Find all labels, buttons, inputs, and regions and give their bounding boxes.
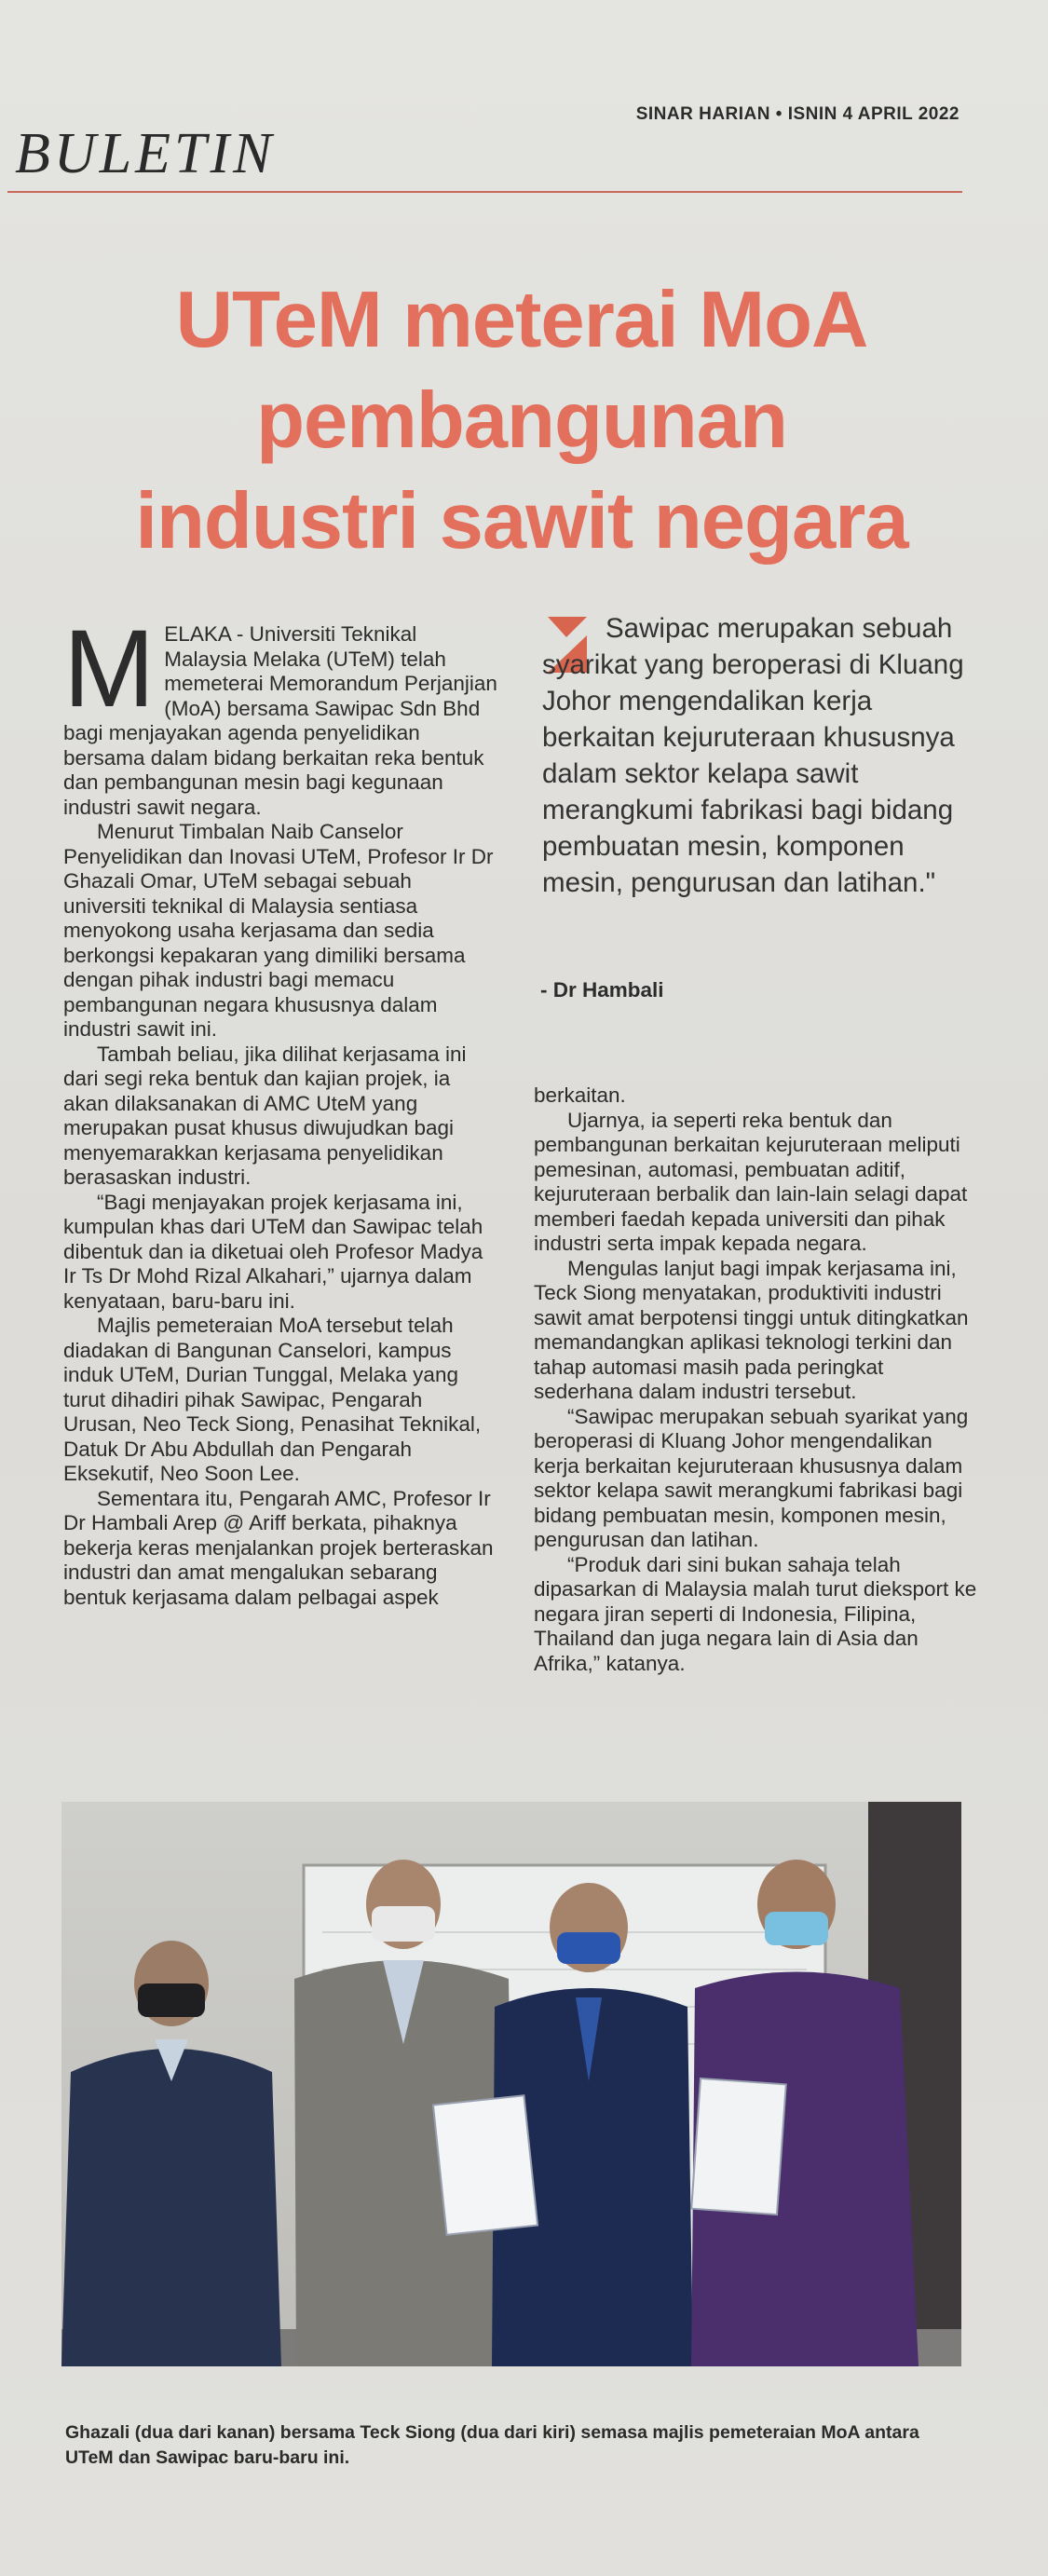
article-paragraph: “Bagi menjayakan projek kerjasama ini, kumpulan khas dari UTeM dan Sawipac telah dibentuk dan ia diketuai oleh Profesor Madya Ir Ts Dr Mohd Rizal Alkahari,” ujarnya dalam kenyataan, baru-baru ini.: [63, 1190, 483, 1313]
article-paragraph: “Produk dari sini bukan sahaja telah dipasarkan di Malaysia malah turut dieksport ke negara jiran seperti di Indonesia, Filipina, Thailand dan juga negara lain di Asia dan Afrika,” katanya.: [534, 1552, 977, 1675]
photo-illustration: [61, 1802, 961, 2366]
drop-cap: M: [63, 607, 156, 730]
publication-dateline: SINAR HARIAN • ISNIN 4 APRIL 2022: [635, 104, 960, 124]
article-column-left: [63, 607, 499, 1610]
section-title: BULETIN: [15, 122, 276, 185]
article-paragraph: Mengulas lanjut bagi impak kerjasama ini, Teck Siong menyatakan, produktiviti industri sawit amat berpotensi tinggi untuk ditingkatkan memandangkan aplikasi teknologi terkini dan tahap automasi masih pada peringkat sederhana dalam industri tersebut.: [534, 1256, 969, 1403]
article-paragraph: [63, 607, 499, 820]
article-paragraph: Ujarnya, ia seperti reka bentuk dan pembangunan berkaitan kejuruteraan meliputi pemesinan, automasi, pembuatan aditif, kejuruteraan berbalik dan lain-lain selagi dapat memberi faedah kepada universiti dan pihak industri serta impak kepada negara.: [534, 1108, 968, 1255]
headline-line-2: pembangunan: [256, 376, 787, 465]
article-photo: [61, 1802, 961, 2366]
article-paragraph: Majlis pemeteraian MoA tersebut telah diadakan di Bangunan Canselori, kampus induk UTeM, Durian Tunggal, Melaka yang turut dihadiri pihak Sawipac, Pengarah Urusan, Neo Teck Siong, Penasihat Teknikal, Datuk Dr Abu Abdullah dan Pengarah Eksekutif, Neo Soon Lee.: [63, 1314, 482, 1485]
article-paragraph: Sementara itu, Pengarah AMC, Profesor Ir Dr Hambali Arep @ Ariff berkata, pihaknya bekerja keras menjalankan projek berteraskan industri dan amat mengalukan sebarang bentuk kerjasama dalam pelbagai aspek: [63, 1486, 494, 1609]
article-paragraph: “Sawipac merupakan sebuah syarikat yang beroperasi di Kluang Johor mengendalikan kerja berkaitan kejuruteraan khususnya dalam sektor kelapa sawit merangkumi fabrikasi bagi bidang pembuatan mesin, komponen mesin, pengurusan dan latihan.: [534, 1404, 969, 1551]
article-column-right: [534, 1084, 981, 1676]
photo-caption: Ghazali (dua dari kanan) bersama Teck Siong (dua dari kiri) semasa majlis pemeteraian MoA antara UTeM dan Sawipac baru-baru ini.: [65, 2422, 919, 2468]
pull-quote: [542, 610, 980, 901]
article-paragraph: Menurut Timbalan Naib Canselor Penyelidikan dan Inovasi UTeM, Profesor Ir Dr Ghazali Omar, UTeM sebagai sebuah universiti teknikal di Malaysia sentiasa menyokong usaha kerjasama dan sedia berkongsi kepakaran yang dimiliki bersama dengan pihak industri bagi memacu pembangunan negara khususnya dalam industri sawit ini.: [63, 820, 494, 1041]
article-headline: [56, 270, 987, 572]
pull-quote-attribution: - Dr Hambali: [540, 978, 664, 1002]
section-divider: [7, 191, 962, 193]
pull-quote-text: Sawipac merupakan sebuah syarikat yang beroperasi di Kluang Johor mengendalikan kerja berkaitan kejuruteraan khususnya dalam sektor kelapa sawit merangkumi fabrikasi bagi bidang pembuatan mesin, komponen mesin, pengurusan dan latihan.": [542, 613, 964, 898]
paragraph-text: ELAKA - Universiti Teknikal Malaysia Melaka (UTeM) telah memeterai Memorandum Perjanjian (MoA) bersama Sawipac Sdn Bhd bagi menjayakan agenda penyelidikan bersama dalam bidang berkaitan reka bentuk dan pembangunan mesin bagi kegunaan industri sawit negara.: [63, 622, 497, 819]
headline-line-3: industri sawit negara: [135, 477, 908, 566]
article-paragraph: Tambah beliau, jika dilihat kerjasama ini dari segi reka bentuk dan kajian projek, ia akan dilaksanakan di AMC UteM yang merupakan pusat khusus diwujudkan bagi menyemarakkan kerjasama penyelidikan berasaskan industri.: [63, 1042, 467, 1189]
headline-line-1: UTeM meterai MoA: [175, 276, 868, 364]
article-paragraph: berkaitan.: [534, 1084, 626, 1107]
